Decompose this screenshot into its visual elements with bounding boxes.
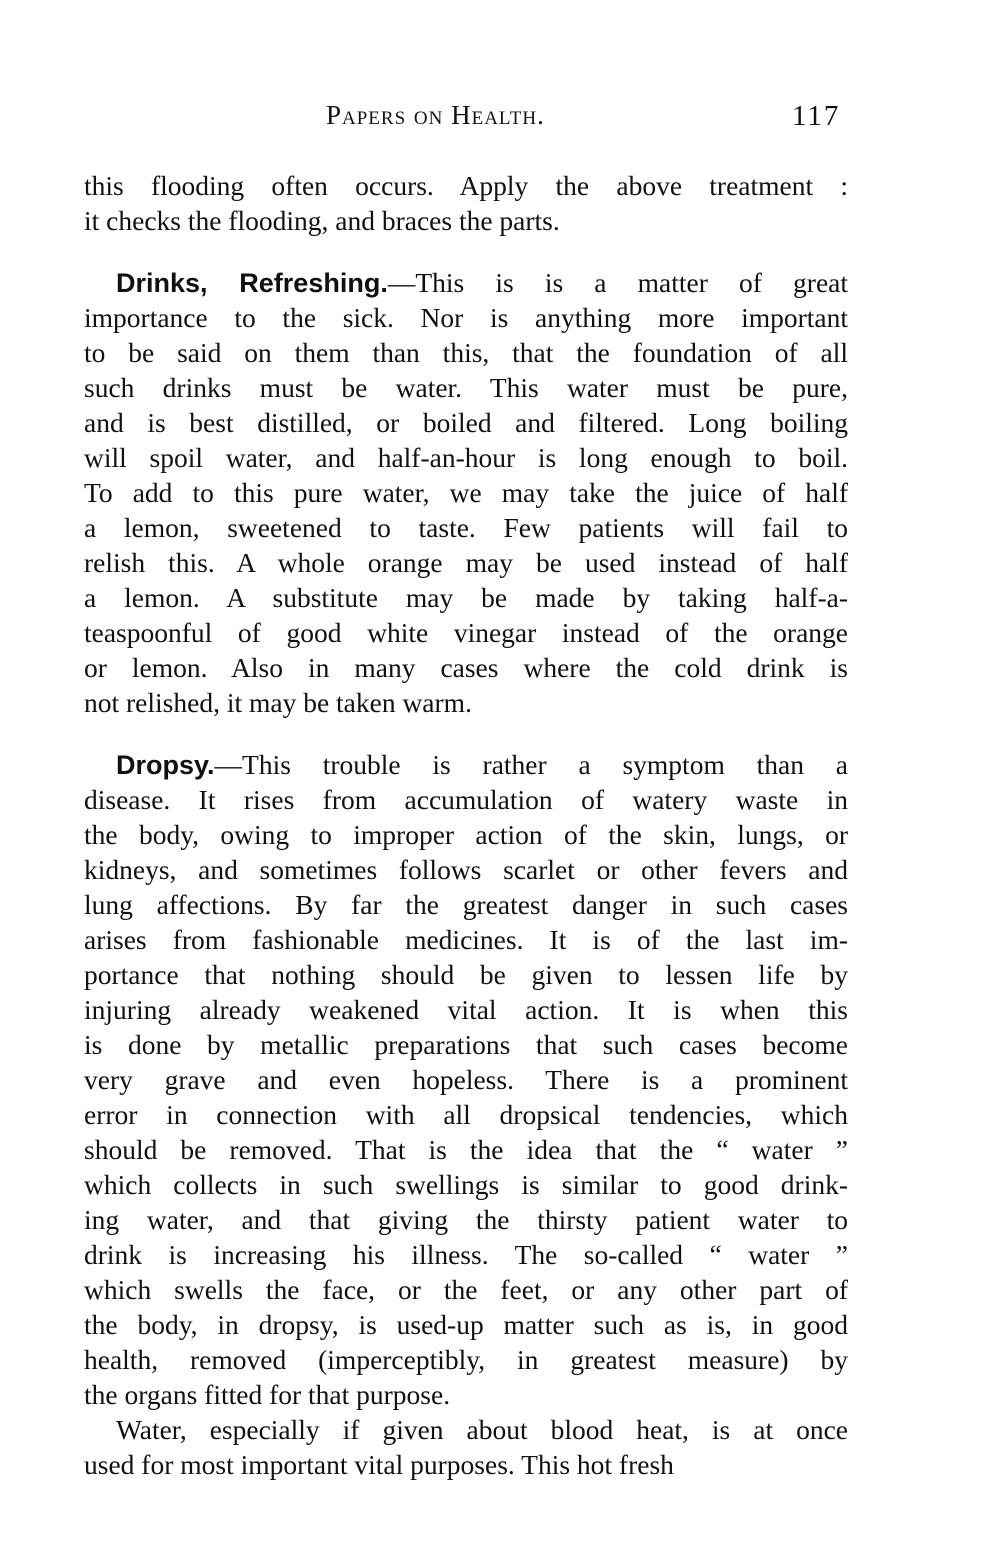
text-line: arises from fashionable medicines. It is of the last im- — [84, 924, 848, 955]
text-line: drink is increasing his illness. The so-called “ water ” — [84, 1239, 848, 1270]
body-text — [84, 168, 848, 1482]
text-line: teaspoonful of good white vinegar instead of the orange — [84, 617, 848, 648]
text-line: To add to this pure water, we may take the juice of half — [84, 477, 848, 508]
text-line: lung affections. By far the greatest danger in such cases — [84, 889, 848, 920]
text-line: and is best distilled, or boiled and filtered. Long boiling — [84, 407, 848, 438]
text-line: or lemon. Also in many cases where the cold drink is — [84, 652, 848, 683]
text-line: importance to the sick. Nor is anything more important — [84, 302, 848, 333]
entry-heading: Drinks, Refreshing. — [116, 268, 388, 298]
text-line: a lemon, sweetened to taste. Few patients will fail to — [84, 512, 848, 543]
text-line: injuring already weakened vital action. It is when this — [84, 994, 848, 1025]
text-line: error in connection with all dropsical tendencies, which — [84, 1099, 848, 1130]
text-line: Water, especially if given about blood heat, is at once — [116, 1414, 848, 1445]
page-number: 117 — [792, 100, 841, 132]
text-line: the body, owing to improper action of the skin, lungs, or — [84, 819, 848, 850]
text-line: portance that nothing should be given to lessen life by — [84, 959, 848, 990]
text-line: the organs fitted for that purpose. — [84, 1379, 451, 1410]
text-line: should be removed. That is the idea that the “ water ” — [84, 1134, 848, 1165]
text-line: health, removed (imperceptibly, in greatest measure) by — [84, 1344, 848, 1375]
running-title: Papers on Health. — [326, 100, 545, 130]
text-line: this flooding often occurs. Apply the above treatment : — [84, 170, 848, 201]
text-line: which collects in such swellings is similar to good drink- — [84, 1169, 848, 1200]
text-line: which swells the face, or the feet, or any other part of — [84, 1274, 848, 1305]
text-line: disease. It rises from accumulation of watery waste in — [84, 784, 848, 815]
text-line: it checks the flooding, and braces the parts. — [84, 205, 560, 236]
text-line: such drinks must be water. This water must be pure, — [84, 372, 848, 403]
entry-heading: Dropsy. — [116, 750, 215, 780]
text-line: kidneys, and sometimes follows scarlet or other fevers and — [84, 854, 848, 885]
text-line: used for most important vital purposes. This hot fresh — [84, 1449, 674, 1480]
text-line: to be said on them than this, that the foundation of all — [84, 337, 848, 368]
text-line — [84, 265, 848, 300]
text-line: the body, in dropsy, is used-up matter such as is, in good — [84, 1309, 848, 1340]
text-line: a lemon. A substitute may be made by taking half-a- — [84, 582, 848, 613]
text-line: ing water, and that giving the thirsty patient water to — [84, 1204, 848, 1235]
text-line: not relished, it may be taken warm. — [84, 687, 472, 718]
page-header — [0, 100, 1000, 140]
line-text: —This is is a matter of great — [387, 267, 849, 298]
text-line — [84, 747, 848, 782]
line-text: —This trouble is rather a symptom than a — [214, 749, 848, 780]
text-line: very grave and even hopeless. There is a prominent — [84, 1064, 848, 1095]
text-line: will spoil water, and half-an-hour is long enough to boil. — [84, 442, 848, 473]
text-line: is done by metallic preparations that such cases become — [84, 1029, 848, 1060]
text-line: relish this. A whole orange may be used instead of half — [84, 547, 848, 578]
